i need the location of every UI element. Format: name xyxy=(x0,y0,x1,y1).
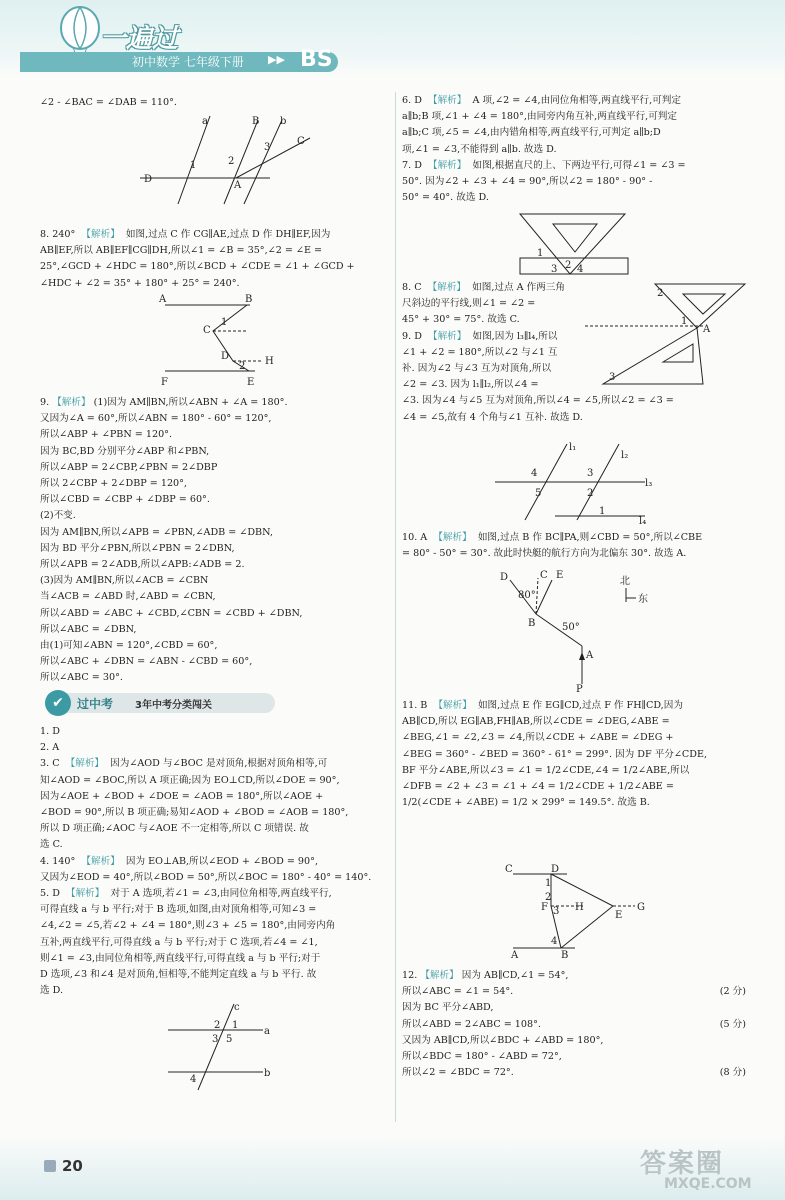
line-text: 如图,过点 C 作 CG∥AE,过点 D 作 DH∥EF,因为 xyxy=(119,229,331,240)
section-subtitle: 3年中考分类闯关 xyxy=(135,700,212,711)
answer-line xyxy=(402,795,754,811)
figure-parallel-def xyxy=(505,862,655,962)
fig-label: 3 xyxy=(609,372,616,383)
page-header xyxy=(0,0,785,78)
fig-label: C xyxy=(297,136,305,147)
fig-label: P xyxy=(576,684,583,694)
analysis-tag: 【解析】 xyxy=(66,888,105,900)
line-text: 所以∠ABC = ∠DBN, xyxy=(40,623,137,635)
page-number: 20 xyxy=(62,1157,83,1175)
line-text: 所以∠ABC = 30°. xyxy=(40,672,123,684)
line-text: 所以∠ABP = 2∠CBP,∠PBN = 2∠DBP xyxy=(40,461,218,473)
answer-line xyxy=(40,276,390,292)
line-text: ∠3. 因为∠4 与∠5 互为对顶角,所以∠4 = ∠5,所以∠2 = ∠3 = xyxy=(402,395,674,407)
line-text: 如图,因为 l₃∥l₄,所以 xyxy=(466,330,558,342)
fig-label: E xyxy=(247,377,255,388)
line-text: 对于 A 选项,若∠1 = ∠3,由同位角相等,两直线平行, xyxy=(104,888,332,900)
answer-line xyxy=(402,190,754,206)
answer-line xyxy=(402,93,754,109)
answer-line xyxy=(402,142,754,158)
answer-line xyxy=(402,730,754,746)
analysis-tag: 【解析】 xyxy=(433,532,472,543)
answer-line xyxy=(402,125,754,141)
answer-line xyxy=(402,1049,754,1065)
answer-block xyxy=(40,95,390,111)
line-text: 尺斜边的平行线,则∠1 = ∠2 = xyxy=(402,298,536,310)
line-text: 互补,两直线平行,可得直线 a 与 b 平行;对于 C 选项,若∠4 = ∠1, xyxy=(40,936,318,948)
line-text: 如图,过点 A 作两三角 xyxy=(466,282,565,293)
fig-label: c xyxy=(234,1002,240,1013)
line-text: (1)因为 AM∥BN,所以∠ABN + ∠A = 180°. xyxy=(90,397,288,408)
fig-label: b xyxy=(280,116,287,127)
answer-line xyxy=(402,109,754,125)
line-text: 所以 2∠CBP + 2∠DBP = 120°, xyxy=(40,478,187,490)
answer-line xyxy=(402,530,754,546)
fig-label: l₃ xyxy=(645,478,653,489)
fig-label: 2 xyxy=(228,156,235,167)
line-text: 因为∠AOD 与∠BOC 是对顶角,根据对顶角相等,可 xyxy=(104,758,328,770)
line-text: 选 D. xyxy=(40,985,64,997)
answer-line xyxy=(40,638,390,654)
fig-label: D xyxy=(144,174,153,185)
answer-line xyxy=(402,763,754,779)
line-text: 1. D xyxy=(40,726,60,737)
answer-line xyxy=(40,670,390,686)
answer-line xyxy=(402,1017,754,1033)
line-text: a∥b;B 项,∠1 + ∠4 = 180°,由同旁内角互补,两直线平行,可判定 xyxy=(402,111,677,123)
line-text: ∠BEG,∠1 = ∠2,∠3 = ∠4,所以∠CDE + ∠ABE = ∠DEG + xyxy=(402,732,674,744)
analysis-tag: 【解析】 xyxy=(427,282,467,293)
line-text: 如图,根据直尺的上、下两边平行,可得∠1 = ∠3 = xyxy=(466,159,686,171)
answer-block xyxy=(40,724,390,999)
fig-label: l₂ xyxy=(621,450,629,461)
question-number: 4. 140° xyxy=(40,855,82,867)
answer-block xyxy=(402,530,754,562)
fig-label: E xyxy=(615,910,623,921)
fig-label: A xyxy=(511,950,519,961)
fig-label: B xyxy=(245,294,253,305)
fig-label: 4 xyxy=(531,468,538,479)
fig-label: 1 xyxy=(232,1020,239,1031)
book-subtitle: 初中数学 七年级下册 xyxy=(132,55,244,69)
fig-label: 4 xyxy=(551,936,558,947)
answer-line xyxy=(40,427,390,443)
answer-line xyxy=(40,476,390,492)
question-number: 7. D xyxy=(402,159,428,171)
line-text: A 项,∠2 = ∠4,由同位角相等,两直线平行,可判定 xyxy=(466,95,681,106)
line-text: ∠BEG = 360° - ∠BED = 360° - 61° = 299°. 因为 DF 平分∠CDE, xyxy=(402,748,708,760)
answer-line xyxy=(40,259,390,275)
question-number: 5. D xyxy=(40,888,66,900)
answer-line xyxy=(402,698,754,714)
answer-line xyxy=(40,243,390,259)
line-text: 所以∠CBD = ∠CBP + ∠DBP = 60°. xyxy=(40,494,210,506)
fig-label: 2 xyxy=(214,1020,221,1031)
line-text: 因为∠AOE + ∠BOD + ∠DOE = ∠AOB = 180°,所以∠AOE + xyxy=(40,790,324,802)
score-note: (2 分) xyxy=(719,986,746,998)
fig-label: 1 xyxy=(190,160,197,171)
fig-label: 2 xyxy=(657,288,664,299)
section-name: 过中考 xyxy=(77,697,114,711)
line-text: 45° + 30° = 75°. 故选 C. xyxy=(402,314,520,326)
line-text: 1/2(∠CDE + ∠ABE) = 1/2 × 299° = 149.5°. 故选 B. xyxy=(402,797,650,809)
answer-line xyxy=(402,546,754,562)
analysis-tag: 【解析】 xyxy=(52,397,91,408)
fig-label: D xyxy=(221,351,230,362)
fig-label: A xyxy=(234,180,242,191)
line-text: ∠4,∠2 = ∠5,若∠2 + ∠4 = 180°,则∠3 + ∠5 = 180°,由同旁内角 xyxy=(40,920,336,932)
fig-label: G xyxy=(637,902,645,913)
fig-label: 1 xyxy=(221,317,228,328)
fig-label: 4 xyxy=(190,1074,197,1085)
line-text: 当∠ACB = ∠ABD 时,∠ABD = ∠CBN, xyxy=(40,591,216,603)
line-text: 所以∠ABP + ∠PBN = 120°. xyxy=(40,429,173,441)
answer-block xyxy=(402,968,754,1081)
answer-line xyxy=(402,174,754,190)
answer-line xyxy=(40,492,390,508)
section-header xyxy=(45,690,275,716)
fig-label: D xyxy=(500,572,509,583)
fig-label: 4 xyxy=(577,264,584,275)
fig-label: 3 xyxy=(212,1034,219,1045)
fig-label: F xyxy=(541,902,548,913)
analysis-tag: 【解析】 xyxy=(65,758,105,770)
line-text: 知∠AOD = ∠BOC,所以 A 项正确;因为 EO⊥CD,所以∠DOE = 90°, xyxy=(40,774,340,786)
answer-line xyxy=(40,789,390,805)
question-number: 8. 240° xyxy=(40,229,82,240)
watermark-url: MXQE.COM xyxy=(664,1176,752,1192)
figure-boat-direction xyxy=(490,566,660,694)
answer-line xyxy=(40,854,390,870)
analysis-tag: 【解析】 xyxy=(428,159,467,171)
fig-label: 1 xyxy=(681,316,688,327)
line-text: ∠1 + ∠2 = 180°,所以∠2 与∠1 互 xyxy=(402,346,558,358)
line-text: 2. A xyxy=(40,742,60,754)
figure-zigzag-bcde xyxy=(155,293,285,391)
fig-label: D xyxy=(551,864,560,875)
answer-line xyxy=(40,525,390,541)
fig-label: l₄ xyxy=(639,516,647,526)
line-text: = 80° - 50° = 30°. 故此时快艇的航行方向为北偏东 30°. 故选 A. xyxy=(402,548,687,560)
answer-line xyxy=(402,393,754,409)
figure-four-lines xyxy=(495,438,655,526)
figure-lines-abc xyxy=(168,1000,288,1092)
line-text: 选 C. xyxy=(40,839,63,851)
line-text: a∥b;C 项,∠5 = ∠4,由内错角相等,两直线平行,可判定 a∥b;D xyxy=(402,127,661,139)
fig-label: 东 xyxy=(638,594,648,605)
analysis-tag: 【解析】 xyxy=(428,95,467,106)
column-divider xyxy=(395,92,396,1122)
line-text: 因为 BC 平分∠ABD, xyxy=(402,1002,494,1014)
fig-label: H xyxy=(265,356,274,367)
answer-line xyxy=(402,1033,754,1049)
line-text: 所以∠ABD = 2∠ABC = 108°. xyxy=(402,1018,541,1030)
fig-label: 3 xyxy=(553,906,560,917)
answer-line xyxy=(402,1065,754,1081)
fig-label: 3 xyxy=(587,468,594,479)
line-text: 50° = 40°. 故选 D. xyxy=(402,192,489,204)
answer-line xyxy=(40,724,390,740)
answer-line xyxy=(40,870,390,886)
question-number: 9. xyxy=(40,397,53,408)
analysis-tag: 【解析】 xyxy=(433,700,472,711)
line-text: 因为 AM∥BN,所以∠APB = ∠PBN,∠ADB = ∠DBN, xyxy=(40,526,273,538)
answer-line xyxy=(40,622,390,638)
line-text: 则∠1 = ∠3,由同位角相等,两直线平行,可得直线 a 与 b 平行;对于 xyxy=(40,952,321,964)
line-text: ∠HDC + ∠2 = 35° + 180° + 25° = 240°. xyxy=(40,277,240,289)
answer-line xyxy=(40,837,390,853)
question-number: 6. D xyxy=(402,95,428,106)
answer-line xyxy=(40,805,390,821)
line-text: AB∥EF,所以 AB∥EF∥CG∥DH,所以∠1 = ∠B = 35°,∠2 = ∠E = xyxy=(40,245,323,257)
fig-label: 1 xyxy=(599,506,606,517)
answer-block xyxy=(402,698,754,811)
answer-line xyxy=(40,411,390,427)
answer-line xyxy=(40,654,390,670)
line-text: 项,∠1 = ∠3,不能得到 a∥b. 故选 D. xyxy=(402,143,557,155)
line-text: ∠4 = ∠5,故有 4 个角与∠1 互补. 故选 D. xyxy=(402,411,583,423)
answer-line xyxy=(40,951,390,967)
answer-line xyxy=(40,740,390,756)
fig-label: 2 xyxy=(239,361,246,372)
answer-line xyxy=(40,967,390,983)
answer-line xyxy=(40,227,390,243)
fig-label: 1 xyxy=(545,878,552,889)
answer-line xyxy=(40,508,390,524)
answer-line xyxy=(402,410,754,426)
line-text: 所以∠ABC + ∠DBN = ∠ABN - ∠CBD = 60°, xyxy=(40,656,253,668)
answer-line xyxy=(40,444,390,460)
answer-line xyxy=(402,779,754,795)
line-text: ∠2 - ∠BAC = ∠DAB = 110°. xyxy=(40,97,177,108)
fig-label: l₁ xyxy=(569,442,577,453)
fig-label: 1 xyxy=(537,248,544,259)
line-text: 补. 因为∠2 与∠3 互为对顶角,所以 xyxy=(402,363,552,375)
brand-title: 一遍过 xyxy=(100,24,179,54)
figure-ruler-triangle xyxy=(515,210,635,278)
line-text: 所以∠ABD = ∠ABC + ∠CBD,∠CBN = ∠CBD + ∠DBN, xyxy=(40,607,303,619)
fig-label: 5 xyxy=(535,488,542,499)
line-text: 所以 D 项正确;∠AOC 与∠AOE 不一定相等,所以 C 项错误. 故 xyxy=(40,823,309,835)
answer-line xyxy=(402,747,754,763)
answer-line xyxy=(402,968,754,984)
fig-label: 50° xyxy=(562,622,580,633)
watermark-text: 答案圈 xyxy=(640,1149,725,1179)
line-text: 所以∠APB = 2∠ADB,所以∠APB:∠ADB = 2. xyxy=(40,559,245,571)
line-text: 如图,过点 B 作 BC∥PA,则∠CBD = 50°,所以∠CBE xyxy=(471,532,703,543)
answer-block xyxy=(40,395,390,687)
line-text: 可得直线 a 与 b 平行;对于 B 选项,如图,由对顶角相等,可知∠3 = xyxy=(40,904,317,916)
score-note: (8 分) xyxy=(719,1067,746,1079)
line-text: ∠BOD = 90°,所以 B 项正确;易知∠AOD + ∠BOD = ∠AOB = 180°, xyxy=(40,807,349,819)
analysis-tag: 【解析】 xyxy=(420,970,459,981)
answer-line xyxy=(40,918,390,934)
answer-line xyxy=(402,158,754,174)
line-text: 25°,∠GCD + ∠HDC = 180°,所以∠BCD + ∠CDE = ∠1 + ∠GCD + xyxy=(40,261,355,273)
answer-line xyxy=(402,1000,754,1016)
line-text: (2)不变. xyxy=(40,510,76,522)
fig-label: a xyxy=(264,1026,270,1037)
line-text: 50°. 因为∠2 + ∠3 + ∠4 = 90°,所以∠2 = 180° - 90° - xyxy=(402,176,653,188)
analysis-tag: 【解析】 xyxy=(81,229,120,240)
answer-line xyxy=(40,773,390,789)
answer-block xyxy=(40,227,390,292)
line-text: 所以∠ABC = ∠1 = 54°. xyxy=(402,986,514,998)
fig-label: C xyxy=(505,864,513,875)
line-text: AB∥CD,所以 EG∥AB,FH∥AB,所以∠CDE = ∠DEG,∠ABE = xyxy=(402,716,670,728)
fig-label: a xyxy=(202,116,208,127)
answer-line xyxy=(40,983,390,999)
question-number: 3. C xyxy=(40,758,66,770)
answer-line xyxy=(402,984,754,1000)
answer-line xyxy=(40,935,390,951)
question-number: 12. xyxy=(402,970,421,981)
fig-label: 2 xyxy=(587,488,594,499)
answer-line xyxy=(40,902,390,918)
fig-label: A xyxy=(159,294,167,305)
line-text: BF 平分∠ABE,所以∠3 = ∠1 = 1/2∠CDE,∠4 = 1/2∠ABE,所以 xyxy=(402,764,690,776)
figure-set-squares xyxy=(585,280,750,388)
analysis-tag: 【解析】 xyxy=(428,330,467,342)
answer-line xyxy=(40,821,390,837)
analysis-tag: 【解析】 xyxy=(81,855,120,867)
answer-line xyxy=(40,557,390,573)
fig-label: A xyxy=(586,650,594,661)
line-text: 由(1)可知∠ABN = 120°,∠CBD = 60°, xyxy=(40,640,218,652)
fig-label: 3 xyxy=(551,264,558,275)
fig-label: 2 xyxy=(565,260,572,271)
fig-label: C xyxy=(540,570,548,581)
fig-label: A xyxy=(703,324,711,335)
answer-line xyxy=(40,541,390,557)
score-note: (5 分) xyxy=(719,1018,746,1030)
page-marker-icon xyxy=(44,1160,56,1172)
edition-label: BS xyxy=(300,47,333,72)
line-text: 又因为∠A = 60°,所以∠ABN = 180° - 60° = 120°, xyxy=(40,413,272,425)
line-text: D 选项,∠3 和∠4 是对顶角,恒相等,不能判定直线 a 与 b 平行. 故 xyxy=(40,969,317,981)
fig-label: 3 xyxy=(264,142,271,153)
fig-label: 2 xyxy=(545,892,552,903)
line-text: ∠DFB = ∠2 + ∠3 = ∠1 + ∠4 = 1/2∠CDE + 1/2∠ABE = xyxy=(402,781,674,793)
fig-label: 80° xyxy=(518,590,536,601)
answer-line xyxy=(40,756,390,772)
answer-line xyxy=(40,573,390,589)
fig-label: H xyxy=(575,902,584,913)
question-number: 9. D xyxy=(402,330,428,342)
answer-line xyxy=(40,589,390,605)
fig-label: B xyxy=(528,618,536,629)
header-arrows: ▶▶ xyxy=(268,53,285,66)
line-text: 又因为 AB∥CD,所以∠BDC + ∠ABD = 180°, xyxy=(402,1034,604,1046)
answer-block xyxy=(402,93,754,206)
line-text: ∠2 = ∠3. 因为 l₁∥l₂,所以∠4 = xyxy=(402,379,539,391)
answer-line xyxy=(402,714,754,730)
question-number: 11. B xyxy=(402,700,434,711)
line-text: 因为 BC,BD 分别平分∠ABP 和∠PBN, xyxy=(40,445,210,457)
fig-label: b xyxy=(264,1068,271,1079)
figure-angles-dab xyxy=(140,112,315,207)
line-text: 所以∠BDC = 180° - ∠ABD = 72°, xyxy=(402,1051,562,1063)
fig-label: 5 xyxy=(226,1034,233,1045)
answer-line xyxy=(40,886,390,902)
line-text: 因为 BD 平分∠PBN,所以∠PBN = 2∠DBN, xyxy=(40,542,235,554)
line-text: 又因为∠EOD = 40°,所以∠BOD = 50°,所以∠BOC = 180° - 40° = 140°. xyxy=(40,871,372,883)
line-text: 因为 EO⊥AB,所以∠EOD + ∠BOD = 90°, xyxy=(119,855,318,867)
fig-label: B xyxy=(561,950,569,961)
fig-label: 北 xyxy=(620,576,630,587)
check-badge-icon: ✔ xyxy=(45,690,71,716)
line-text: 所以∠2 = ∠BDC = 72°. xyxy=(402,1067,514,1079)
line-text: (3)因为 AM∥BN,所以∠ACB = ∠CBN xyxy=(40,575,209,587)
line-text: 如图,过点 E 作 EG∥CD,过点 F 作 FH∥CD,因为 xyxy=(471,700,683,711)
answer-line xyxy=(40,606,390,622)
answer-line xyxy=(40,460,390,476)
answer-line xyxy=(40,95,390,111)
answer-line xyxy=(40,395,390,411)
fig-label: F xyxy=(161,377,168,388)
question-number: 10. A xyxy=(402,532,434,543)
fig-label: E xyxy=(556,570,564,581)
fig-label: B xyxy=(252,116,260,127)
line-text: 因为 AB∥CD,∠1 = 54°, xyxy=(458,970,569,981)
fig-label: C xyxy=(203,325,211,336)
question-number: 8. C xyxy=(402,282,428,293)
